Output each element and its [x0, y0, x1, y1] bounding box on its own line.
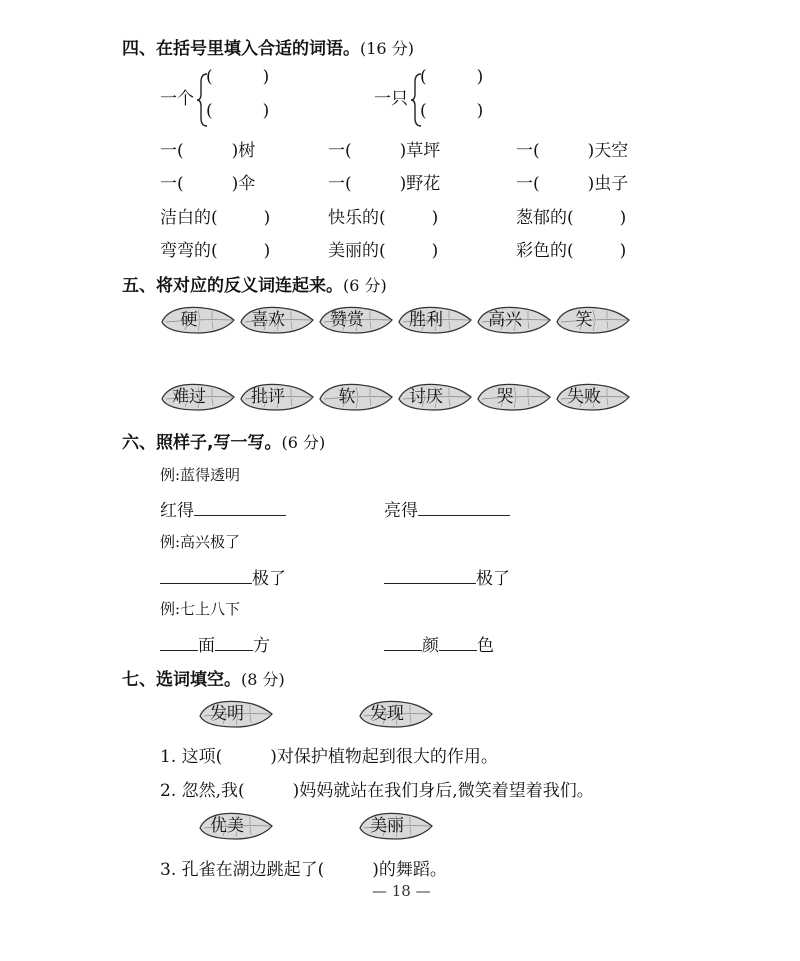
yizhi-label: 一只 [374, 89, 408, 109]
leaf-word-tag[interactable] [237, 380, 315, 414]
leaf-word-tag[interactable] [474, 380, 552, 414]
leaf-word-label: 笑 [575, 310, 593, 330]
leaf-word-label: 软 [338, 387, 356, 407]
section5-points: (6 分) [343, 276, 387, 295]
leaf-word-label: 讨厌 [409, 387, 443, 407]
fill-blank-row[interactable]: 一( )树 [160, 141, 256, 161]
question-3[interactable]: 3. 孔雀在湖边跳起了( )的舞蹈。 [160, 860, 447, 880]
write-line-2-right[interactable]: 极了 [384, 564, 510, 589]
leaf-word-tag[interactable] [196, 697, 274, 731]
example-1: 例:蓝得透明 [160, 466, 241, 484]
section5-heading [122, 271, 387, 296]
leaf-word-label: 喜欢 [251, 310, 285, 330]
leaf-word-label: 优美 [210, 816, 244, 836]
section7-heading-text: 七、选词填空。 [122, 670, 241, 690]
section7-heading [122, 665, 285, 690]
fill-blank-row[interactable]: 一( )虫子 [516, 174, 629, 194]
section6-heading [122, 428, 325, 453]
leaf-word-tag[interactable] [553, 380, 631, 414]
fill-blank-row[interactable]: 一( )草坪 [328, 141, 441, 161]
leaf-word-tag[interactable] [553, 303, 631, 337]
write-line-2-left[interactable]: 极了 [160, 564, 286, 589]
section5-heading-text: 五、将对应的反义词连起来。 [122, 276, 343, 296]
leaf-word-tag[interactable] [395, 380, 473, 414]
leaf-word-label: 硬 [180, 310, 198, 330]
fill-blank-row[interactable]: 美丽的( ) [328, 241, 439, 261]
write-line-3-left[interactable]: 面 方 [160, 631, 270, 656]
leaf-word-label: 发明 [210, 704, 244, 724]
fill-blank-row[interactable]: 一( )野花 [328, 174, 441, 194]
page-number: — 18 — [372, 882, 431, 900]
leaf-word-tag[interactable] [316, 380, 394, 414]
section4-heading [122, 34, 414, 59]
leaf-word-label: 哭 [496, 387, 514, 407]
leaf-word-label: 高兴 [488, 310, 522, 330]
section4-points: (16 分) [360, 39, 414, 58]
section6-heading-text: 六、照样子,写一写。 [122, 433, 282, 453]
section7-points: (8 分) [241, 670, 285, 689]
write-line-1-right[interactable]: 亮得 [384, 496, 510, 521]
question-2[interactable]: 2. 忽然,我( )妈妈就站在我们身后,微笑着望着我们。 [160, 781, 594, 801]
example-3: 例:七上八下 [160, 600, 241, 618]
write-line-1-left[interactable]: 红得 [160, 496, 286, 521]
yige-blank-2[interactable]: ( ) [206, 101, 270, 121]
leaf-word-label: 失败 [567, 387, 601, 407]
fill-blank-row[interactable]: 彩色的( ) [516, 241, 627, 261]
leaf-word-tag[interactable] [395, 303, 473, 337]
leaf-word-label: 发现 [370, 704, 404, 724]
leaf-word-label: 赞赏 [330, 310, 364, 330]
fill-blank-row[interactable]: 快乐的( ) [328, 208, 439, 228]
fill-blank-row[interactable]: 洁白的( ) [160, 208, 271, 228]
leaf-word-tag[interactable] [158, 303, 236, 337]
section4-heading-text: 四、在括号里填入合适的词语。 [122, 39, 360, 59]
fill-blank-row[interactable]: 一( )天空 [516, 141, 629, 161]
write-line-3-right[interactable]: 颜 色 [384, 631, 494, 656]
yige-label: 一个 [160, 89, 194, 109]
question-1[interactable]: 1. 这项( )对保护植物起到很大的作用。 [160, 747, 498, 767]
fill-blank-row[interactable]: 弯弯的( ) [160, 241, 271, 261]
leaf-word-tag[interactable] [158, 380, 236, 414]
fill-blank-row[interactable]: 一( )伞 [160, 174, 256, 194]
leaf-word-label: 批评 [251, 387, 285, 407]
leaf-word-tag[interactable] [237, 303, 315, 337]
leaf-word-tag[interactable] [356, 697, 434, 731]
section6-points: (6 分) [281, 433, 326, 452]
fill-blank-row[interactable]: 葱郁的( ) [516, 208, 627, 228]
leaf-word-tag[interactable] [316, 303, 394, 337]
yizhi-blank-1[interactable]: ( ) [420, 67, 484, 87]
leaf-word-label: 美丽 [370, 816, 404, 836]
leaf-word-tag[interactable] [196, 809, 274, 843]
leaf-word-tag[interactable] [356, 809, 434, 843]
yige-blank-1[interactable]: ( ) [206, 67, 270, 87]
leaf-word-label: 胜利 [409, 310, 443, 330]
yizhi-blank-2[interactable]: ( ) [420, 101, 484, 121]
example-2: 例:高兴极了 [160, 533, 241, 551]
leaf-word-label: 难过 [172, 387, 206, 407]
leaf-word-tag[interactable] [474, 303, 552, 337]
